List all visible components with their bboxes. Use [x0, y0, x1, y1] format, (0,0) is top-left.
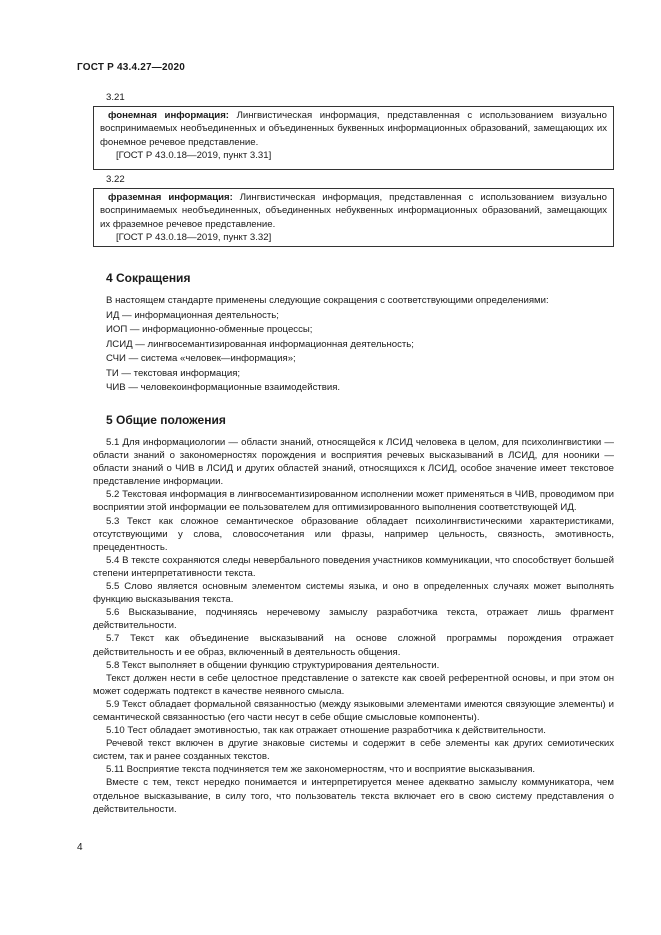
term-reference: [ГОСТ Р 43.0.18—2019, пункт 3.32]: [116, 232, 272, 244]
term-number: 3.22: [106, 174, 125, 185]
section-body: [93, 436, 614, 816]
abbreviation-item: ИОП — информационно-обменные процессы;: [106, 324, 313, 335]
term-definition: [100, 109, 607, 149]
abbreviation-item: ТИ — текстовая информация;: [106, 367, 241, 379]
paragraph: Вместе с тем, текст нередко понимается и интерпретируется менее адекватно замыслу коммуникатора, чем отдельное высказывание, в силу того, что пользователь текста включает его в свою систему представления о действительности.: [93, 777, 614, 815]
paragraph: 5.11 Восприятие текста подчиняется тем же закономерностям, что и восприятие высказывания.: [106, 764, 536, 776]
term-definition-text: Лингвистическая информация, представленная с использованием визуально воспринимаемых необъединенных, объединенных небуквенных информационных образований, замещающих их фраземное речевое представление.: [100, 192, 607, 230]
paragraph: 5.5 Слово является основным элементом системы языка, и оно в определенных случаях может выполнять функцию высказывания текста.: [93, 581, 614, 606]
term-definition: [100, 191, 607, 231]
abbreviation-item: ЧИВ — человекоинформационные взаимодействия.: [106, 382, 341, 393]
abbreviation-item: СЧИ — система «человек—информация»;: [106, 353, 296, 364]
paragraph: 5.6 Высказывание, подчиняясь неречевому замыслу разработчика текста, отражает лишь фрагмент действительности.: [93, 607, 614, 632]
paragraph: 5.4 В тексте сохраняются следы невербального поведения участников коммуникации, что способствует большей степени интерпретативности текста.: [93, 554, 614, 579]
page-number: 4: [77, 842, 83, 853]
term-name: фраземная информация:: [108, 192, 233, 203]
abbreviation-list: [106, 294, 616, 396]
section-title: 4 Сокращения: [106, 271, 191, 285]
paragraph: Текст должен нести в себе целостное представление о затексте как своей референтной основы, и при этом он может содержать подтекст в качестве неявного смысла.: [93, 672, 614, 697]
abbreviation-intro: В настоящем стандарте применены следующие сокращения с соответствующими определениями:: [106, 295, 549, 306]
document-header: ГОСТ Р 43.4.27—2020: [77, 62, 186, 73]
term-definition-text: Лингвистическая информация, представленная с использованием визуально воспринимаемых необъединенных и объединенных буквенных информационных образований, замещающих их фонемное речевое представление.: [100, 110, 607, 148]
paragraph: Речевой текст включен в другие знаковые системы и содержит в себе элементы как других семиотических систем, так и ранее созданных текстов.: [93, 738, 614, 763]
paragraph: 5.3 Текст как сложное семантическое образование обладает психолингвистическими характеристиками, отсутствующими у слова, словосочетания или фразы, например цельность, связность, эмотивность, прецедентность.: [93, 515, 614, 553]
paragraph: 5.7 Текст как объединение высказываний на основе сложной программы порождения отражает действительность и ее образ, включенный в деятельность общения.: [93, 633, 614, 658]
paragraph: 5.1 Для информациологии — области знаний, относящейся к ЛСИД человека в целом, для психолингвистики — области знаний о закономерностях порождения и восприятия речевых высказываний в ЛСИД, для нооники — области знаний о ЧИВ в ЛСИД и других областей знаний, относящихся к ЛСИД, особое значение имеет текстовое представление информации.: [93, 437, 614, 488]
term-definition-box: [93, 188, 614, 247]
paragraph: 5.10 Тест обладает эмотивностью, так как отражает отношение разработчика к действительности.: [106, 725, 546, 737]
term-definition-box: [93, 106, 614, 170]
term-number: 3.21: [106, 92, 125, 103]
paragraph: 5.2 Текстовая информация в лингвосемантизированном исполнении может применяться в ЧИВ, проводимом при восприятии этой информации ее пользователем для оптимизированного выполнения соответствующей ИД.: [93, 489, 614, 514]
abbreviation-item: ИД — информационная деятельность;: [106, 309, 279, 321]
term-reference: [ГОСТ Р 43.0.18—2019, пункт 3.31]: [116, 150, 272, 162]
section-title: 5 Общие положения: [106, 413, 226, 427]
paragraph: 5.9 Текст обладает формальной связанностью (между языковыми элементами имеются связующие элементы) и семантической связанностью (его части несут в себе общие смысловые компоненты).: [93, 698, 614, 723]
term-name: фонемная информация:: [108, 110, 229, 121]
paragraph: 5.8 Текст выполняет в общении функцию структурирования деятельности.: [106, 659, 440, 671]
abbreviation-item: ЛСИД — лингвосемантизированная информационная деятельность;: [106, 338, 414, 350]
